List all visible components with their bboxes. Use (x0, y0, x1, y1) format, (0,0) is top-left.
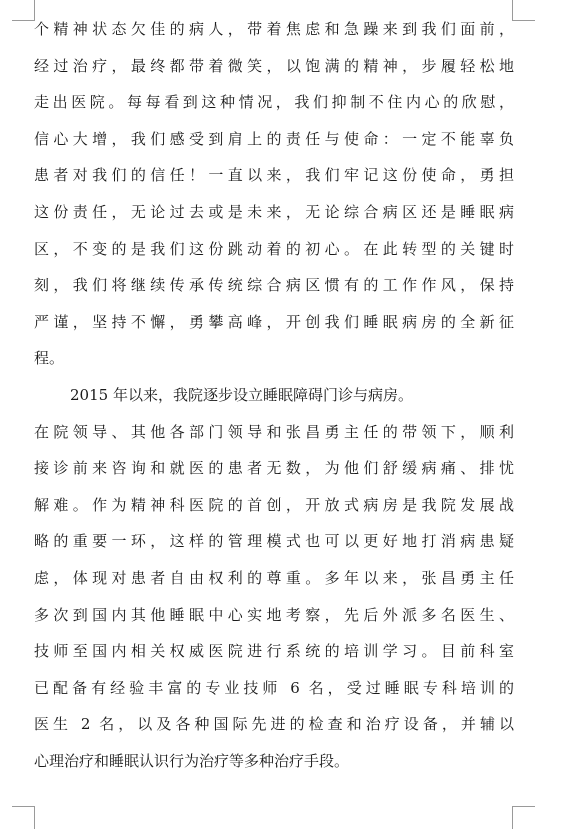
crop-mark-top-left (12, 0, 35, 21)
crop-mark-top-right (512, 0, 535, 21)
text-line: 程。 (34, 349, 65, 368)
text-line: 解难。作为精神科医院的首创，开放式病房是我院发展战 (34, 495, 514, 514)
text-line: 在院领导、其他各部门领导和张昌勇主任的带领下，顺利 (34, 422, 514, 441)
document-body[interactable] (34, 0, 514, 779)
text-line: 略的重要一环，这样的管理模式也可以更好地打消病患疑 (34, 532, 514, 551)
text-line: 区，不变的是我们这份跳动着的初心。在此转型的关键时 (34, 239, 514, 258)
text-line: 已配备有经验丰富的专业技师 6 名，受过睡眠专科培训的 (34, 678, 514, 697)
text-line: 多次到国内其他睡眠中心实地考察，先后外派多名医生、 (34, 605, 514, 624)
text-line: 信心大增，我们感受到肩上的责任与使命：一定不能辜负 (34, 129, 514, 148)
text-line: 心理治疗和睡眠认识行为治疗等多种治疗手段。 (34, 751, 350, 770)
text-line: 患者对我们的信任！一直以来，我们牢记这份使命，勇担 (34, 166, 514, 185)
text-line: 虑，体现对患者自由权利的尊重。多年以来，张昌勇主任 (34, 568, 514, 587)
text-line: 走出医院。每每看到这种情况，我们抑制不住内心的欣慰， (34, 93, 514, 112)
text-line: 接诊前来咨询和就医的患者无数，为他们舒缓病痛、排忧 (34, 459, 514, 478)
text-line: 医生 2 名，以及各种国际先进的检查和治疗设备，并辅以 (34, 715, 514, 734)
paragraph-2 (34, 377, 514, 780)
text-line: 2015 年以来，我院逐步设立睡眠障碍门诊与病房。 (70, 385, 413, 404)
text-line: 这份责任，无论过去或是未来，无论综合病区还是睡眠病 (34, 202, 514, 221)
text-line: 严谨，坚持不懈，勇攀高峰，开创我们睡眠病房的全新征 (34, 312, 514, 331)
text-line: 经过治疗，最终都带着微笑，以饱满的精神，步履轻松地 (34, 56, 514, 75)
paragraph-1 (34, 0, 514, 377)
text-line: 技师至国内相关权威医院进行系统的培训学习。目前科室 (34, 642, 514, 661)
text-line: 个精神状态欠佳的病人，带着焦虑和急躁来到我们面前， (34, 20, 514, 38)
text-line: 刻，我们将继续传承传统综合病区惯有的工作作风，保持 (34, 276, 514, 295)
